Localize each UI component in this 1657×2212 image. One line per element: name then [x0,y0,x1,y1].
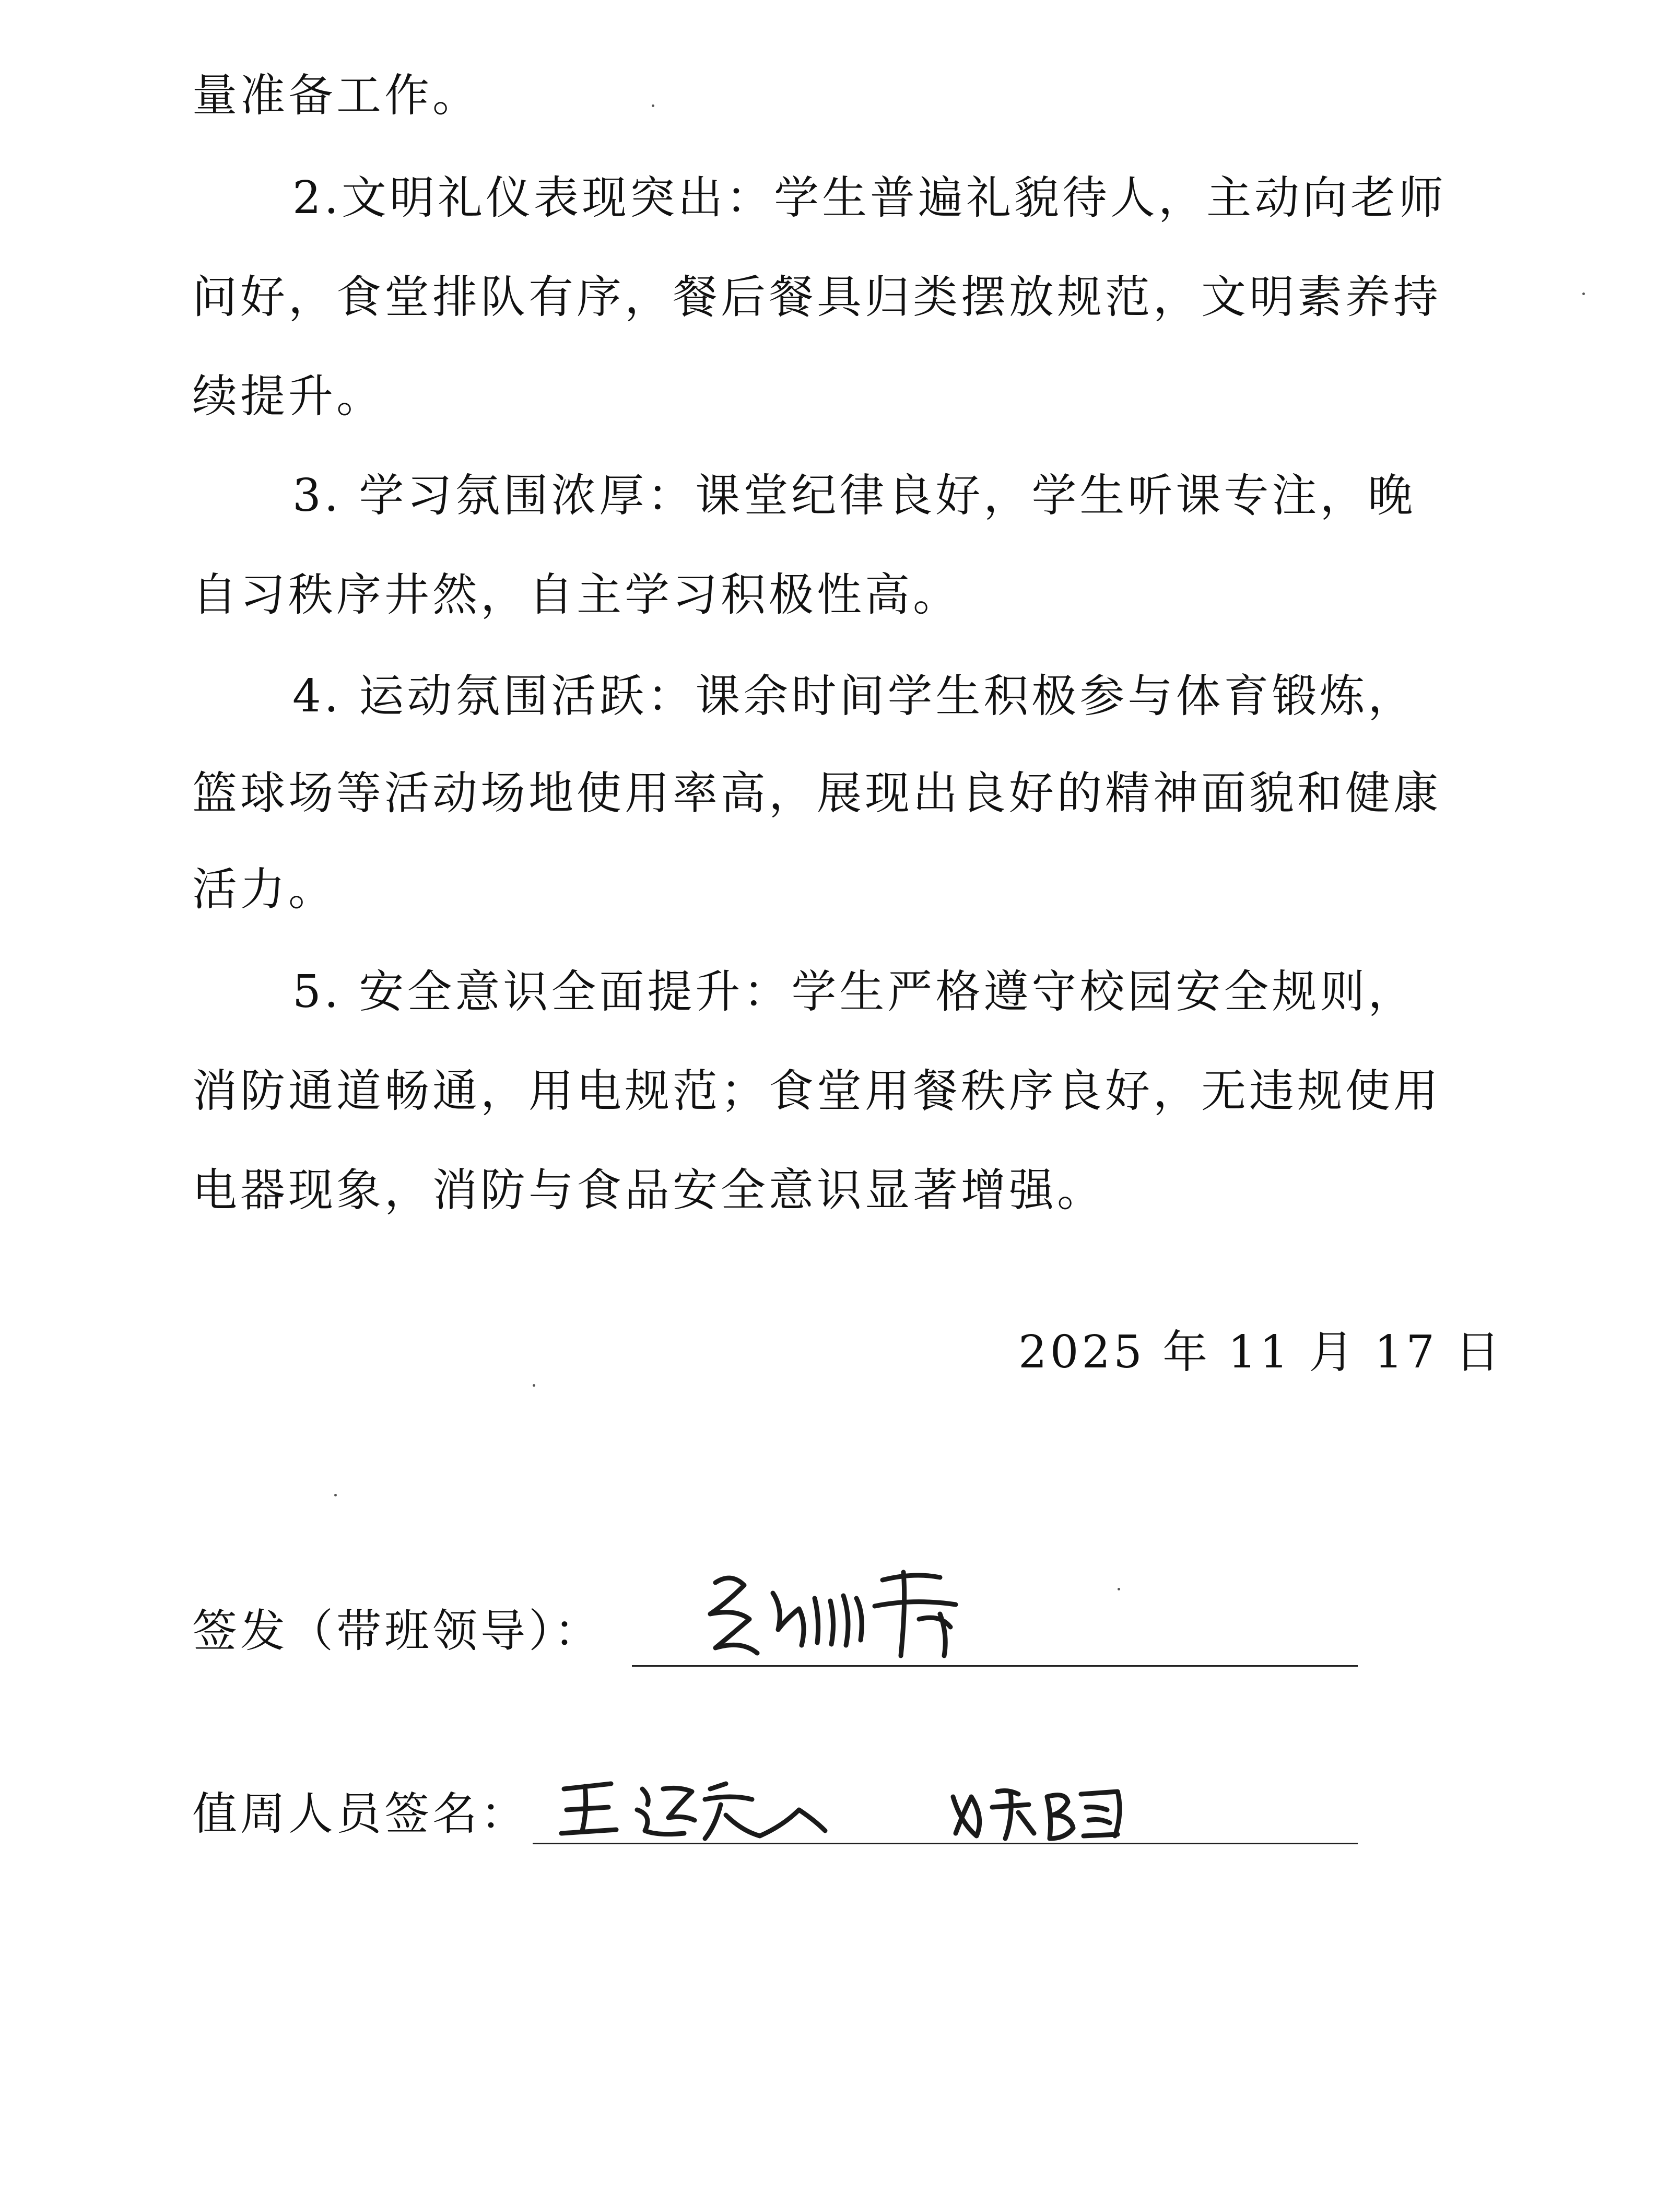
issuer-label: 签发（带班领导）： [192,1605,602,1657]
body-line-7: 4. 运动氛围活跃：课余时间学生积极参与体育锻炼， [292,670,1416,722]
body-line-6: 自习秩序井然，自主学习积极性高。 [192,569,961,621]
scan-speck [652,104,654,107]
scan-speck [1582,292,1585,295]
body-line-2: 2.文明礼仪表现突出：学生普遍礼貌待人，主动向老师 [292,172,1447,224]
body-line-9: 活力。 [192,863,336,916]
scan-speck [334,1494,337,1496]
body-line-4: 续提升。 [192,370,384,423]
body-line-11: 消防通道畅通，用电规范；食堂用餐秩序良好，无违规使用 [192,1065,1441,1117]
body-line-12: 电器现象，消防与食品安全意识显著增强。 [192,1164,1105,1216]
scan-speck [533,1384,535,1387]
body-line-3: 问好，食堂排队有序，餐后餐具归类摆放规范，文明素养持 [192,271,1441,323]
body-line-8: 篮球场等活动场地使用率高，展现出良好的精神面貌和健康 [192,767,1441,820]
body-line-5: 3. 学习氛围浓厚：课堂纪律良好，学生听课专注，晚 [292,470,1416,522]
duty-signature-2 [940,1765,1138,1854]
duty-signature-1 [554,1768,846,1857]
document-date: 2025 年 11 月 17 日 [1018,1326,1503,1378]
issuer-signature [695,1556,987,1671]
scan-speck [1118,1588,1120,1590]
duty-label: 值周人员签名： [192,1788,528,1840]
body-line-10: 5. 安全意识全面提升：学生严格遵守校园安全规则， [292,966,1416,1018]
body-line-1: 量准备工作。 [192,69,480,122]
